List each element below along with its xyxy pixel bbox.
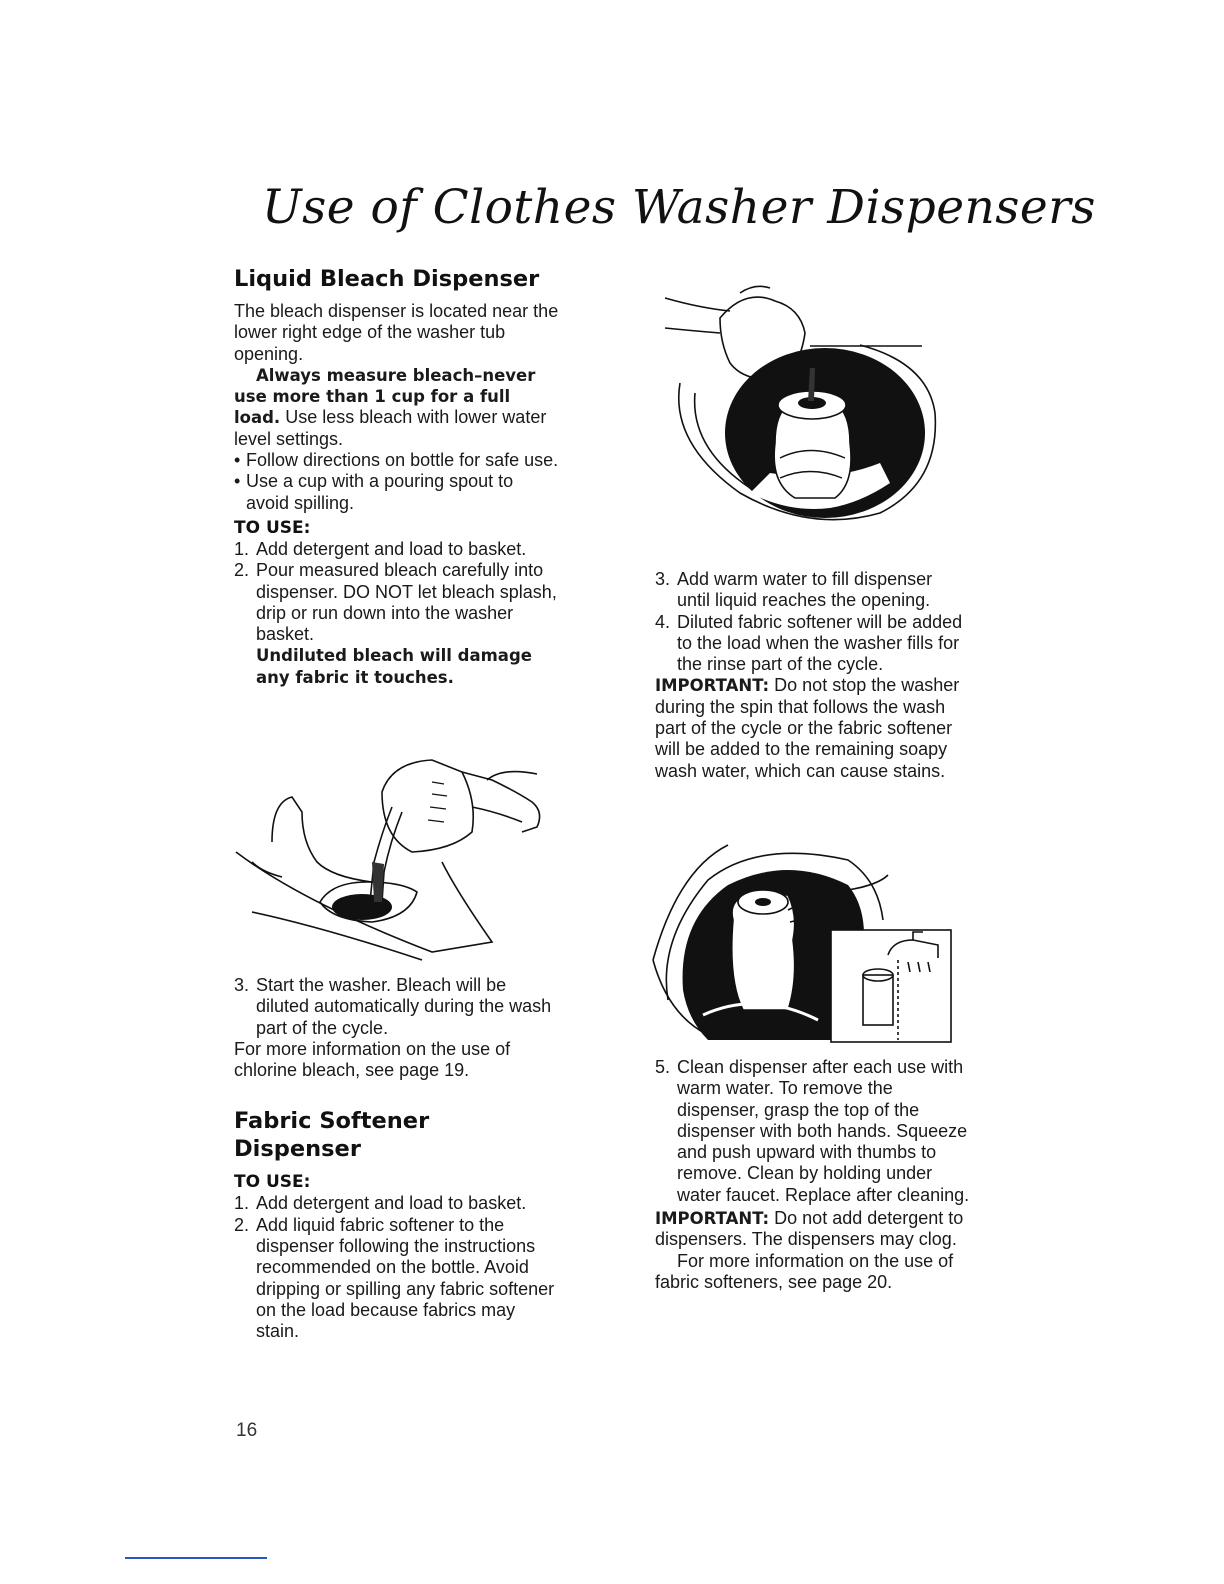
- softener-pouring-svg: [660, 283, 960, 543]
- bleach-caution: [234, 365, 559, 450]
- softener-heading: Fabric Softener Dispenser: [234, 1108, 430, 1163]
- bullet-icon: •: [234, 450, 241, 471]
- list-item: 1. Add detergent and load to basket.: [234, 538, 527, 559]
- left-column-continued: [234, 975, 559, 1343]
- list-item: 3. Add warm water to fill dispenser until liquid reaches the opening.: [655, 569, 933, 611]
- bleach-steps-continued: [234, 975, 559, 1039]
- softener-more-info: For more information on the use of fabric softeners, see page 20.: [655, 1250, 954, 1292]
- bleach-warning: Undiluted bleach will damage any fabric it touches.: [256, 646, 532, 687]
- page-title: Use of Clothes Washer Dispensers: [262, 180, 1096, 235]
- dispenser-removal-svg: [648, 840, 958, 1045]
- list-item: • Use a cup with a pouring spout to avoid spilling.: [234, 471, 514, 513]
- list-item: • Follow directions on bottle for safe use.: [234, 450, 559, 471]
- bleach-heading: Liquid Bleach Dispenser: [234, 266, 540, 292]
- list-item: 2. Add liquid fabric softener to the dispenser following the instructions recommended on the bottle. Avoid dripping or spilling any fabric softener on the load because fabrics may stain.: [234, 1214, 555, 1342]
- list-item: 1. Add detergent and load to basket.: [234, 1193, 527, 1214]
- bleach-steps: [234, 539, 559, 688]
- bleach-to-use-label: TO USE:: [234, 517, 311, 538]
- right-column: [655, 569, 970, 782]
- page-number: 16: [236, 1420, 258, 1441]
- bleach-more-info: For more information on the use of chlorine bleach, see page 19.: [234, 1038, 511, 1081]
- softener-steps-continued: [655, 569, 970, 675]
- bleach-intro: The bleach dispenser is located near the lower right edge of the washer tub opening.: [234, 301, 559, 364]
- bleach-pouring-illustration: [232, 752, 557, 972]
- important-label: IMPORTANT:: [655, 1209, 770, 1229]
- bleach-caution-bold: Always measure bleach–never use more than 1 cup for a full load.: [234, 365, 536, 428]
- right-column-bottom: [655, 1057, 970, 1293]
- list-item: 4. Diluted fabric softener will be added to the load when the washer fills for the rinse part of the cycle.: [655, 611, 963, 675]
- softener-cleaning-steps: [655, 1057, 970, 1206]
- left-column: [234, 265, 559, 688]
- list-item: 5. Clean dispenser after each use with warm water. To remove the dispenser, grasp the top of the dispenser with both hands. Squeeze and push upward with thumbs to remove. Clean by holding under water faucet. Replace after cleaning.: [655, 1057, 970, 1205]
- footer-rule: [125, 1557, 267, 1559]
- important-note-2: IMPORTANT: Do not add detergent to dispensers. The dispensers may clog.: [655, 1208, 964, 1250]
- bleach-pouring-svg: [232, 752, 557, 972]
- bleach-caution-rest: Use less bleach with lower water level settings.: [234, 407, 547, 449]
- list-item: 2. Pour measured bleach carefully into dispenser. DO NOT let bleach splash, drip or run down into the washer basket. Undiluted bleach will damage any fabric it touches.: [234, 560, 557, 687]
- bullet-icon: •: [234, 471, 241, 492]
- dispenser-removal-illustration: [648, 840, 958, 1045]
- softener-pouring-illustration: [660, 283, 960, 543]
- softener-to-use-label: TO USE:: [234, 1172, 311, 1193]
- important-note-1: IMPORTANT: Do not stop the washer during the spin that follows the wash part of the cycle or the fabric softener will be added to the remaining soapy wash water, which can cause stains.: [655, 675, 960, 781]
- bleach-bullets: [234, 450, 559, 514]
- list-item: 3. Start the washer. Bleach will be diluted automatically during the wash part of the cycle.: [234, 975, 552, 1038]
- important-label: IMPORTANT:: [655, 676, 770, 696]
- softener-steps: [234, 1193, 559, 1342]
